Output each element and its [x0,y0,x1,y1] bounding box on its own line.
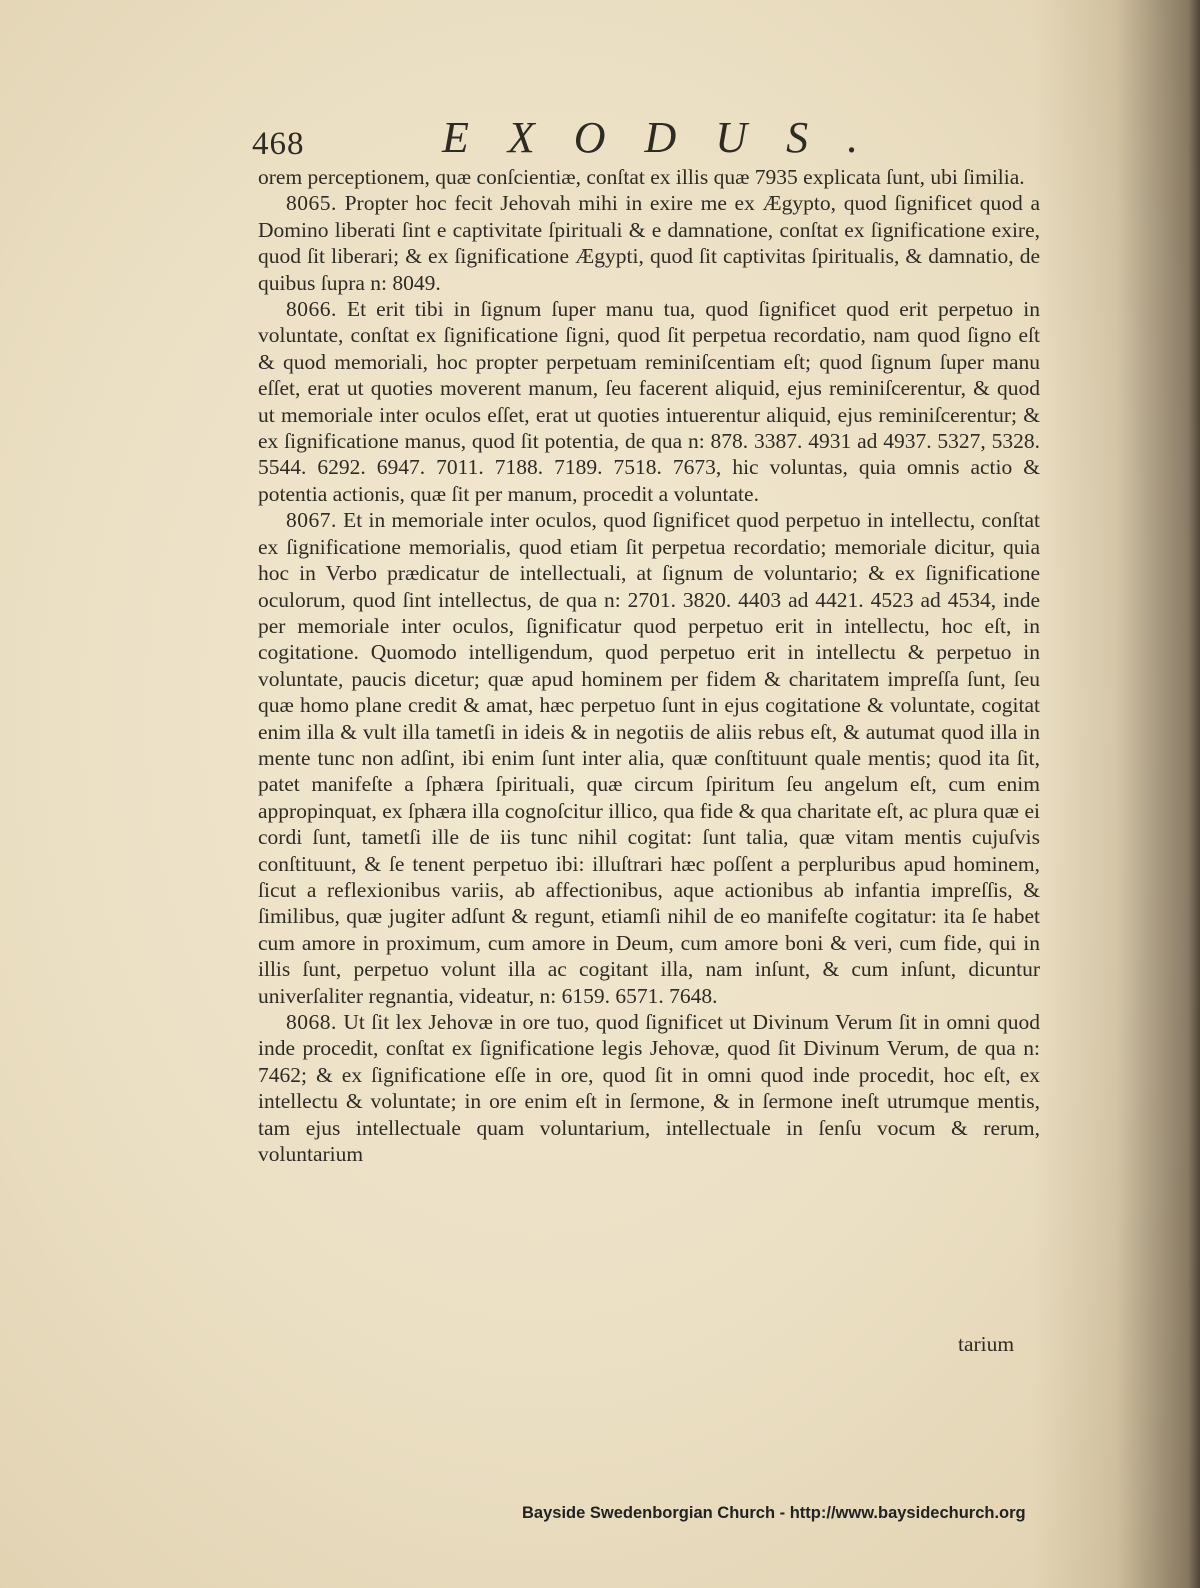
running-head [252,112,1052,162]
paragraph-text: Et in memoriale inter oculos, quod ſignificet quod perpetuo in intellectu, conſtat ex ſignificatione memorialis, quod etiam ſit perpetua recordatio; memoriale dicitur, quia hoc in Verbo prædicatur de intellectuali, at ſignum de voluntario; & ex ſignificatione oculorum, quod ſint intellectus, de qua n: 2701. 3820. 4403 ad 4421. 4523 ad 4534, inde per memoriale inter oculos, ſignificatur quod perpetuo erit in intellectu, hoc eſt, in cogitatione. Quomodo intelligendum, quod perpetuo erit in intellectu & perpetuo in voluntate, paucis dicetur; quæ apud hominem per fidem & charitatem impreſſa ſunt, ſeu quæ homo plane credit & amat, hæc perpetuo ſunt in ejus cogitatione & voluntate, cogitat enim illa & vult illa tametſi in ideis & in negotiis de aliis rebus eſt, & autumat quod illa in mente tunc non adſint, ibi enim ſunt inter alia, quæ conſtituunt quale mentis; quod ita ſit, patet manifeſte a ſphæra ſpirituali, quæ circum ſpiritum ſeu angelum eſt, cum enim appropinquat, ex ſphæra illa cognoſcitur illico, qua fide & qua charitate eſt, ac plura quæ ei cordi ſunt, tametſi ille de iis tunc nihil cogitat: ſunt talia, quæ vitam mentis cujuſvis conſtituunt, & ſe tenent perpetuo ibi: illuſtrari hæc poſſent a perpluribus apud hominem, ſicut a reflexionibus variis, ab affectionibus, aque actionibus ab infantia impreſſis, & ſimilibus, quæ jugiter adſunt & regunt, etiamſi nihil de eo manifeſte cogitatur: ita ſe habet cum amore in proximum, cum amore in Deum, cum amore boni & veri, cum fide, qui in illis ſunt, perpetuo volunt illa ac cogitant illa, nam inſunt, & cum inſunt, dicuntur univerſaliter regnantia, videatur, n: 6159. 6571. 7648. [258,508,1041,1008]
paragraph-8068 [258,1009,1040,1167]
paragraph-8066 [258,296,1040,507]
paragraph-8065 [258,190,1040,296]
paragraph-text: Ut ſit lex Jehovæ in ore tuo, quod ſignificet ut Divinum Verum ſit in omni quod inde procedit, conſtat ex ſignificatione legis Jehovæ, quod ſit Divinum Verum, de qua n: 7462; & ex ſignificatione eſſe in ore, quod ſit in omni quod inde procedit, hoc eſt, ex intellectu & voluntate; in ore enim eſt in ſermone, & in ſermone ineſt utrumque mentis, tam ejus intellectuale quam voluntarium, intellectuale in ſenſu vocum & rerum, voluntarium [258,1010,1041,1167]
paragraph-text: Propter hoc fecit Jehovah mihi in exire me ex Ægypto, quod ſignificet quod a Domino liberati ſint e captivitate ſpirituali & e damnatione, conſtat ex ſignificatione exire, quod ſit liberari; & ex ſignificatione Ægypti, quod ſit captivitas ſpiritualis, & damnatio, de quibus ſupra n: 8049. [258,191,1040,295]
paragraph-number: 8066. [286,297,337,322]
paragraph-text: Et erit tibi in ſignum ſuper manu tua, quod ſignificet quod erit perpetuo in voluntate, conſtat ex ſignificatione ſigni, quod ſit perpetua recordatio, nam quod ſigno eſt & quod memoriali, hoc propter perpetuam reminiſcentiam eſt; quod ſignum ſuper manu eſſet, erat ut quoties moverent manum, ſeu facerent aliquid, ejus reminiſcerentur, & quod ut memoriale inter oculos eſſet, erat ut quoties intuerentur aliquid, ejus reminiſcerentur; & ex ſignificatione manus, quod ſit potentia, de qua n: 878. 3387. 4931 ad 4937. 5327, 5328. 5544. 6292. 6947. 7011. 7188. 7189. 7518. 7673, hic voluntas, quia omnis actio & potentia actionis, quæ ſit per manum, procedit a voluntate. [258,297,1040,506]
paragraph-number: 8068. [286,1010,337,1034]
page-number: 468 [252,126,305,162]
catchword: tarium [958,1332,1015,1356]
paragraph-number: 8067. [286,508,337,533]
text-body [258,164,1040,1167]
book-title: EXODUS. [442,113,898,162]
paragraph-8067 [258,507,1040,1009]
footer-credit: Bayside Swedenborgian Church - http://www.baysidechurch.org [522,1504,1026,1522]
paragraph-continuation [258,164,1040,190]
paragraph-number: 8065. [286,191,337,216]
paragraph-text: orem perceptionem, quæ conſcientiæ, conſtat ex illis quæ 7935 explicata ſunt, ubi ſimilia. [258,165,1025,189]
